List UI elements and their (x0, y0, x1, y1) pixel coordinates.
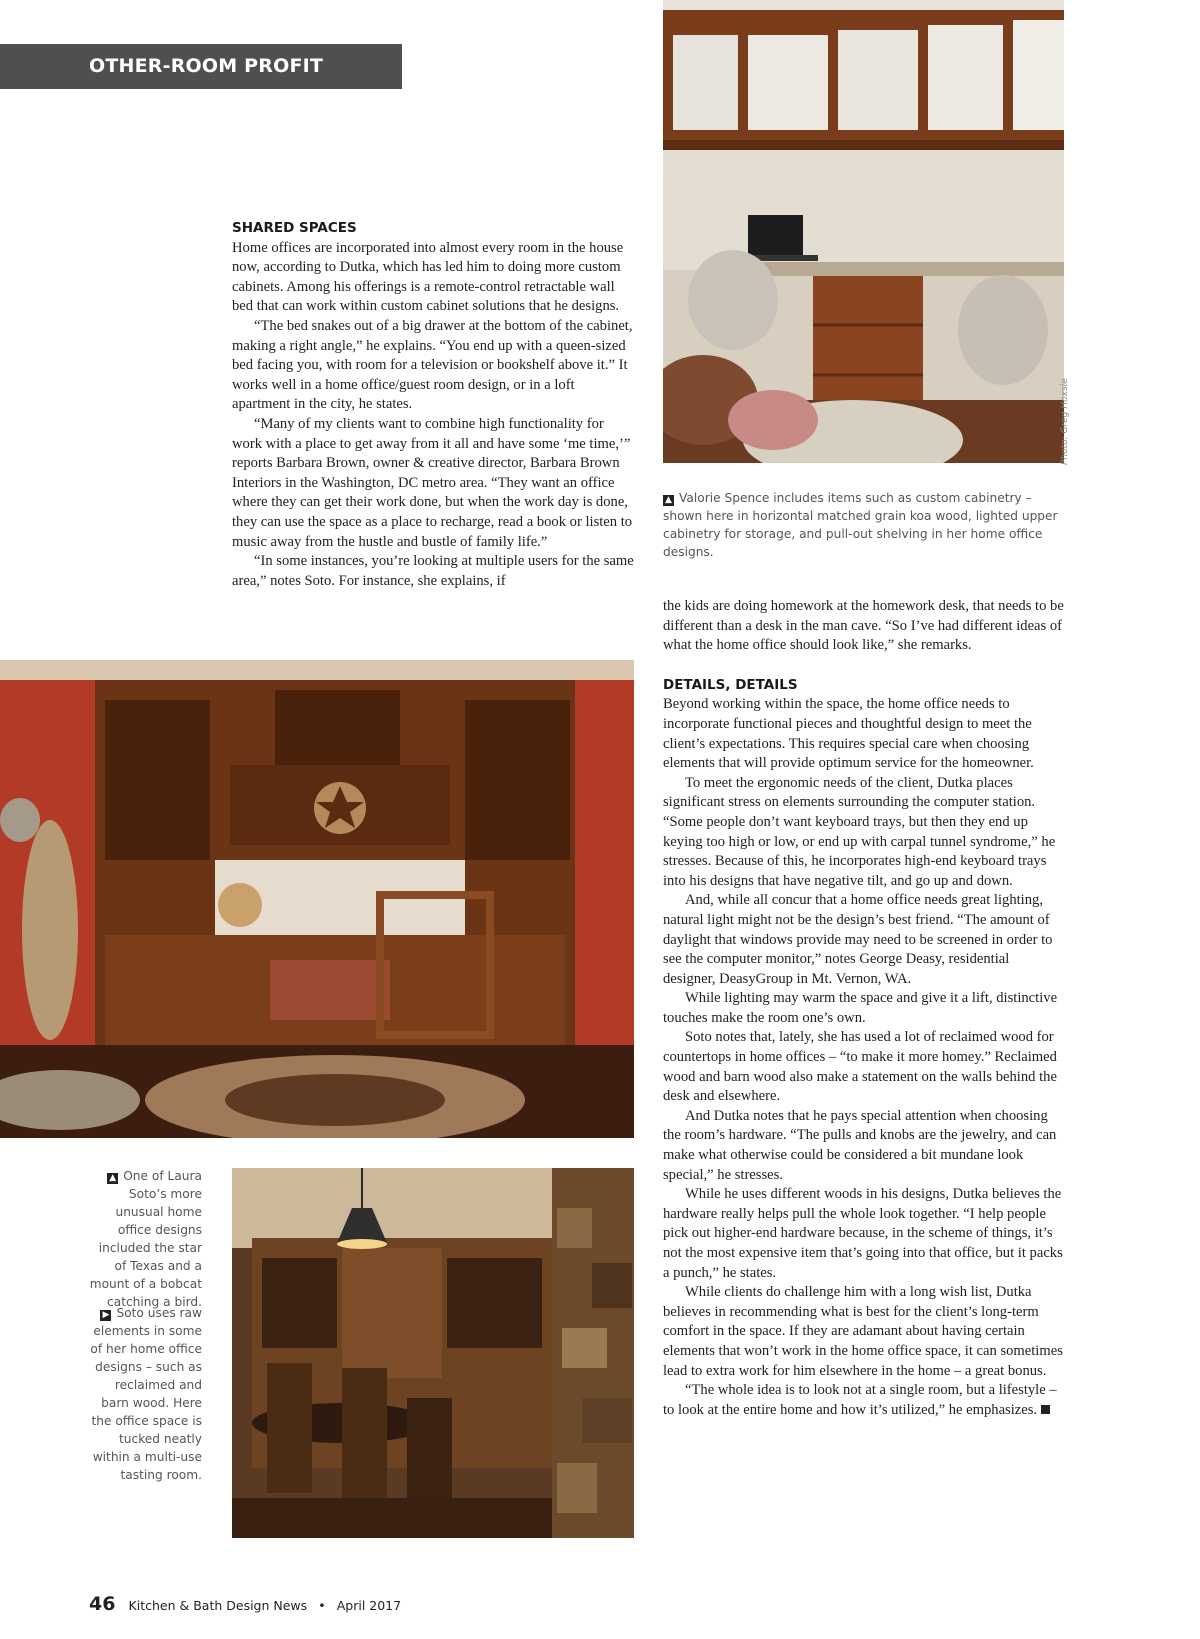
paragraph: And, while all concur that a home office needs great lighting, natural light might not be the design’s best friend. “The amount of daylight that windows provide may need to be screened in order to see the computer monitor,” notes George Deasy, residential designer, DeasyGroup in Mt. Vernon, WA. (663, 892, 1053, 987)
paragraph: And Dutka notes that he pays special attention when choosing the room’s hardware. “The pulls and knobs are the jewelry, and can make what otherwise could be considered a bit mundane look special,” he stresses. (663, 1107, 1057, 1183)
paragraph: Beyond working within the space, the home office needs to incorporate functional pieces and thoughtful design to meet the client’s expectations. This requires special care when choosing elements that will provide optimum service for the homeowner. (663, 696, 1034, 772)
photo-tasting-room (232, 1168, 634, 1538)
paragraph: While lighting may warm the space and give it a lift, distinctive touches make the room one’s own. (663, 990, 1058, 1026)
paragraph: Soto notes that, lately, she has used a lot of reclaimed wood for countertops in home offices – “to make it more homey.” Reclaimed wood and barn wood also make a statement on the walls behind the desk and elsewhere. (663, 1029, 1057, 1105)
heading-details: DETAILS, DETAILS (663, 676, 798, 693)
photo-credit: Photo: Greg Hoxsie (1060, 378, 1070, 465)
paragraph: “The bed snakes out of a big drawer at the bottom of the cabinet, making a right angle,” he explains. “You end up with a queen-sized bed facing you, with room for a television or bookshelf above it.” It works well in a home office/guest room design, or in a loft apartment in the city, he states. (232, 317, 633, 413)
photo-texas-office (0, 660, 634, 1138)
caption-tasting-room (84, 1304, 202, 1484)
page-footer (89, 1593, 401, 1615)
caption-texas-office-text: One of Laura Soto’s more unusual home office designs included the star of Texas and a mount of a bobcat catching a bird. (89, 1169, 202, 1309)
paragraph: “In some instances, you’re looking at multiple users for the same area,” notes Soto. For instance, she explains, if (232, 553, 634, 589)
paragraph-continuation: the kids are doing homework at the homework desk, that needs to be different than a desk in the man cave. “So I’ve had different ideas of what the home office should look like,” she remarks. (663, 598, 1064, 654)
caption-texas-office (84, 1167, 202, 1311)
paragraph-final (663, 1381, 1065, 1420)
heading-shared-spaces: SHARED SPACES (232, 220, 357, 236)
caption-home-office-text: Valorie Spence includes items such as custom cabinetry – shown here in horizontal matched grain koa wood, lighted upper cabinetry for storage, and pull-out shelving in her home office designs. (663, 491, 1058, 559)
caption-tasting-room-text: Soto uses raw elements in some of her home office designs – such as reclaimed and barn wood. Here the office space is tucked neatly within a multi-use tasting room. (90, 1306, 202, 1482)
paragraph: “Many of my clients want to combine high functionality for work with a place to get away from it all and have some ‘me time,’” reports Barbara Brown, owner & creative director, Barbara Brown Interiors in the Washington, DC metro area. “They want an office where they can get their work done, but when the work day is done, they can use the space as a place to recharge, read a book or listen to music away from the hustle and bustle of family life.” (232, 415, 633, 550)
issue-date: April 2017 (336, 1598, 402, 1613)
paragraph: While clients do challenge him with a long wish list, Dutka believes in recommending what is best for the client’s long-term comfort in the space. If they are adamant about having certain elements that won’t work in the home office space, it can sometimes lead to extra work for him elsewhere in the home – a great bonus. (663, 1284, 1063, 1379)
end-square-icon (1041, 1405, 1050, 1414)
column-shared-spaces (232, 219, 634, 591)
column-details (663, 597, 1065, 1420)
arrow-up-icon: ▲ (107, 1173, 118, 1184)
caption-home-office (663, 489, 1063, 561)
footer-separator: • (318, 1598, 326, 1613)
page-number: 46 (89, 1593, 116, 1615)
paragraph: Home offices are incorporated into almost every room in the house now, according to Dutka, which has led him to doing more custom cabinets. Among his offerings is a remote-control retractable wall bed that can work within custom cabinet solutions that he designs. (232, 239, 624, 315)
photo-home-office (663, 0, 1064, 463)
arrow-right-icon: ▶ (100, 1310, 111, 1321)
paragraph: To meet the ergonomic needs of the client, Dutka places significant stress on elements surrounding the computer station. “Some people don’t want keyboard trays, but then they end up keying too high or low, or end up with carpal tunnel syndrome,” he stresses. Because of this, he incorporates high-end keyboard trays into his designs that have negative tilt, and go up and down. (663, 774, 1056, 889)
section-tag: OTHER-ROOM PROFIT CENTERS (0, 44, 402, 89)
paragraph-final-text: “The whole idea is to look not at a single room, but a lifestyle – to look at the entire home and how it’s utilized,” he emphasizes. (663, 1382, 1057, 1418)
publication-name: Kitchen & Bath Design News (128, 1598, 308, 1613)
arrow-up-icon: ▲ (663, 495, 674, 506)
paragraph: While he uses different woods in his designs, Dutka believes the hardware really helps pull the whole look together. “I help people pick out higher-end hardware because, in the scheme of things, it’s not the most expensive item that’s going into that office, but it packs a punch,” he states. (663, 1186, 1063, 1281)
